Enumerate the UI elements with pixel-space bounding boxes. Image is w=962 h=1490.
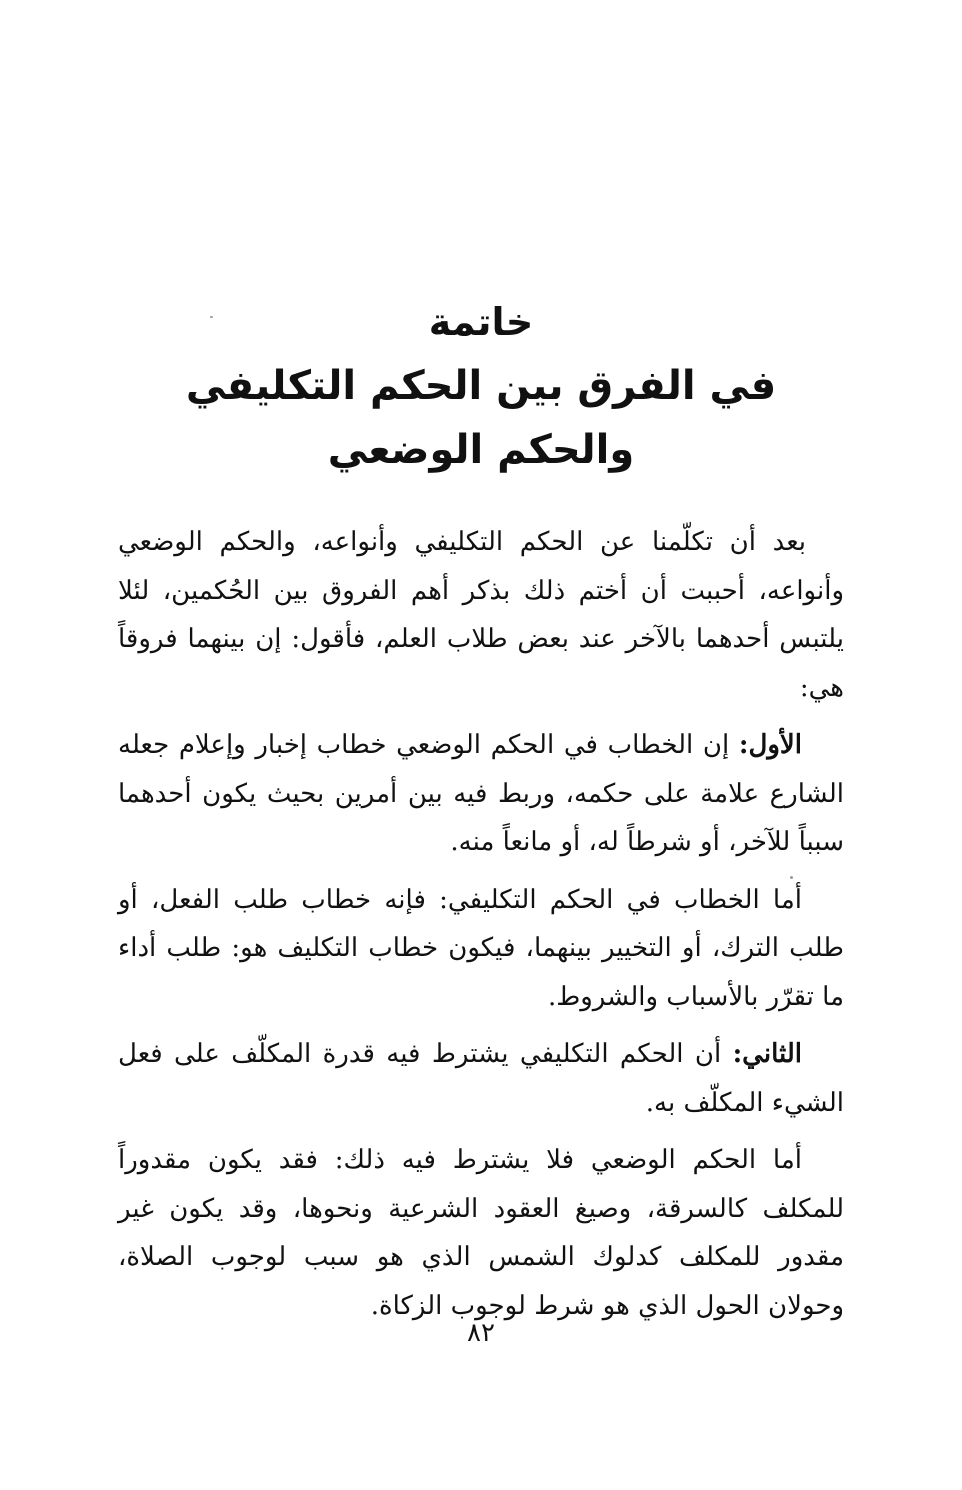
paragraph-lead: الثاني: <box>732 1039 802 1069</box>
heading-title-line-1: في الفرق بين الحكم التكليفي <box>185 363 777 409</box>
heading-label: خاتمة <box>428 300 534 344</box>
chapter-heading <box>120 290 842 482</box>
paragraph-intro <box>118 518 844 712</box>
page-body <box>118 518 844 1330</box>
paragraph-text: إن الخطاب في الحكم الوضعي خطاب إخبار وإعلام جعله الشارع علامة على حكمه، وربط فيه بين أمرين بحيث يكون أحدهما سبباً للآخر، أو شرطاً له، أو مانعاً منه. <box>118 730 845 857</box>
paragraph-text: أما الحكم الوضعي فلا يشترط فيه ذلك: فقد يكون مقدوراً للمكلف كالسرقة، وصيغ العقود الشرعية ونحوها، وقد يكون غير مقدور للمكلف كدلوك الشمس الذي هو سبب لوجوب الصلاة، وحولان الحول الذي هو شرط لوجوب الزكاة. <box>118 1145 844 1321</box>
paragraph-text: أما الخطاب في الحكم التكليفي: فإنه خطاب طلب الفعل، أو طلب الترك، أو التخيير بينهما، فيكون خطاب التكليف هو: طلب أداء ما تقرّر بالأسباب والشروط. <box>118 884 844 1012</box>
paragraph-text: أن الحكم التكليفي يشترط فيه قدرة المكلّف على فعل الشيء المكلّف به. <box>118 1039 844 1118</box>
paragraph-taklifi-discourse <box>118 876 844 1022</box>
paragraph-wadi-capability <box>118 1136 844 1330</box>
paragraph-lead: الأول: <box>738 730 802 760</box>
paragraph-second-difference <box>118 1030 844 1127</box>
paragraph-first-difference <box>118 721 844 867</box>
page-number: ٨٢ <box>467 1318 495 1348</box>
paragraph-text: بعد أن تكلّمنا عن الحكم التكليفي وأنواعه، والحكم الوضعي وأنواعه، أحببت أن أختم ذلك بذكر أهم الفروق بين الحُكمين، لئلا يلتبس أحدهما بالآخر عند بعض طلاب العلم، فأقول: إن بينهما فروقاً هي: <box>118 527 844 703</box>
heading-title-line-2: والحكم الوضعي <box>327 427 635 473</box>
